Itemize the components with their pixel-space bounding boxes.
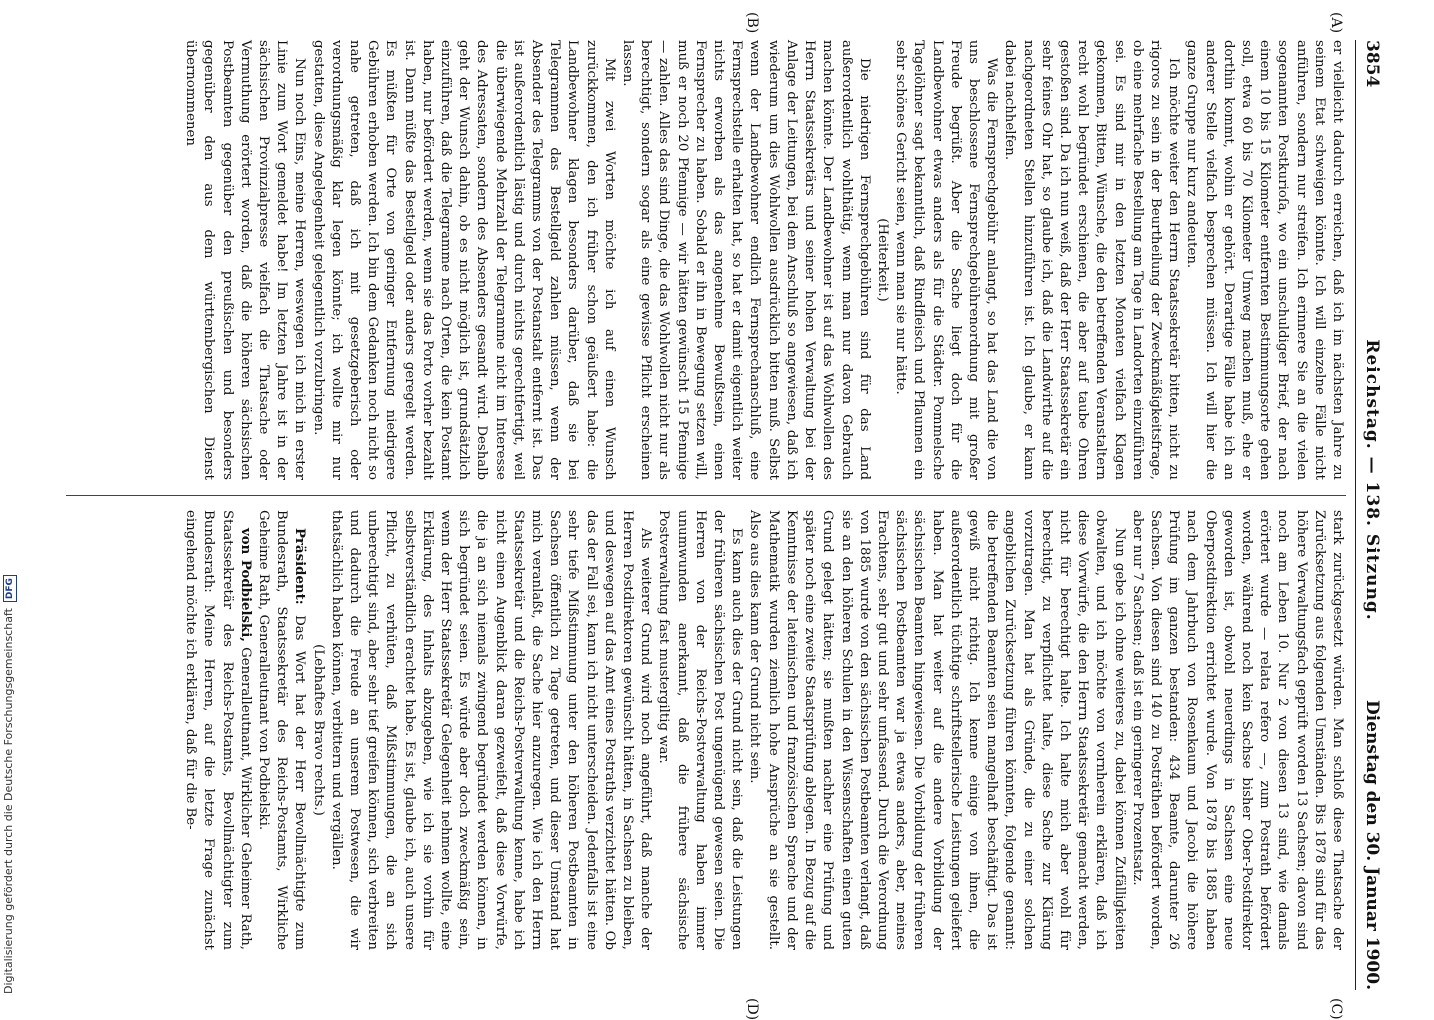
paragraph: Die niedrigen Fernsprechgebühren sind für das Land außerordentlich wohlthätig, wenn man nur davon Gebrauch machen könnte. Der Landbewohner ist auf das Wohlwollen des Herrn Staatssekretärs und seiner hohen Verwaltung bei der Anlage der Leitungen, bei dem Anschluß so angewiesen, daß ich wiederum um dies Wohlwollen ausdrücklich bitten muß. Selbst wenn der Landbewohner endlich Fernsprechanschluß, eine Fernsprechstelle erhalten hat, so hat er damit eigentlich weiter nichts erworben als das angenehme Bewußtsein, einen Fernsprecher zu haben. Sobald er ihn in Bewegung setzen will, muß er noch 20 Pfennige — wir hätten gewünscht 15 Pfennige — zahlen. Alles das sind Dinge, die das Wohlwollen nicht nur als berechtigt, sondern sogar als eine gewisse Pflicht erscheinen lassen.	[620, 40, 872, 480]
paragraph: Nun noch Eins, meine Herren, weswegen ich mich in erster Linie zum Wort gemeldet habe! Im letzten Jahre ist in der sächsischen Provinzialpresse vielfach die Thatsache oder Vermuthung erörtert worden, daß die höheren sächsischen Postbeamten gegenüber den preußischen und besonders gegenüber den aus dem württembergischen Dienst übernommenen	[183, 40, 308, 480]
margin-mark-b: (B)	[744, 12, 760, 34]
margin-mark-c: (C)	[1328, 998, 1344, 1020]
paragraph: Ich möchte weiter den Herrn Staatssekretär bitten, nicht zu rigoros zu sein in der Beurtheilung der Zweckmäßigkeitsfrage, ob eine mehrfache Bestellung am Tage in Landorten einzuführen sei. Es sind mir in den letzten Monaten vielfach Klagen gekommen, Bitten, Wünsche, die den betreffenden Veranstaltern recht wohl begründet erschienen, die aber auf taube Ohren gestoßen sind. Da ich nun weiß, daß der Herr Staatssekretär ein sehr feines Ohr hat, so glaube ich, daß die Landwirthe auf die nachgeordneten Stellen hinzuführen ist. Ich glaube, er kann dabei nachhelfen.	[1002, 40, 1182, 480]
paragraph: Es kann auch dies der Grund nicht sein, daß die Leistungen der früheren sächsischen Post ungenügend gewesen seien. Die Herren von der Reichs-Postverwaltung haben immer unumwunden anerkannt, daß die frühere sächsische Postverwaltung fast mustergiltig war.	[656, 510, 745, 950]
page-title: Reichstag. — 138. Sitzung.	[1362, 339, 1382, 621]
paragraph: Was die Fernsprechgebühr anlangt, so hat das Land die von uns beschlossene Fernsprechgebührenordnung mit großer Freude begrüßt. Aber die Sache liegt doch für die Landbewohner etwas anders als für die Städter. Pommelsche Tagelöhner sagt bekanntlich, daß Rindfleisch und Pflaumen ein sehr schönes Gericht seien, wenn man sie nur hätte.	[893, 40, 1000, 480]
right-column	[66, 510, 1346, 950]
dfg-logo: DFG	[3, 575, 17, 602]
left-column	[66, 40, 1346, 480]
paragraph: Als weiterer Grund wird noch angeführt, daß manche der Herren Postdirektoren gewünscht hätten, in Sachsen zu bleiben, und deswegen auf das Amt eines Postraths verzichtet hätten. Ob das der Fall sei, kann ich nicht unterscheiden. Jedenfalls ist eine sehr tiefe Mißstimmung unter den höheren Postbeamten in Sachsen öffentlich zu Tage getreten, und dieser Umstand hat mich veranlaßt, die Sache hier anzuregen. Wie ich den Herrn Staatssekretär und die Reichs-Postverwaltung kenne, habe ich nicht einen Augenblick daran gezweifelt, daß diese Vorwürfe, die ja an sich niemals zwingend begründet werden können, in sich begründet seien. Es würde aber doch zweckmäßig sein, wenn der Herr Staatssekretär Gelegenheit nehmen wollte, eine Erklärung, des Inhalts abzugeben, wie ich sie vorhin für selbstverständlich erachtet habe. Es ist, glaube ich, auch unsere Pflicht, zu verhüten, daß Mißstimmungen, die an sich unberechtigt sind, aber sehr tief greifen können, sich verbreiten und dadurch die Freude an unserem Postwesen, die wir thatsächlich haben können, verbittern und vergällen.	[328, 510, 654, 950]
paragraph: Mit zwei Worten möchte ich auf einen Wunsch zurückkommen, den ich früher schon geäußert habe: die Landbewohner klagen besonders darüber, daß sie bei Telegrammen das Bestellgeld zahlen müssen, wenn der Absender des Telegramms von der Postanstalt entfernt ist. Das ist außerordentlich lästig und durch nichts gerechtfertigt, weil die überwiegende Mehrzahl der Telegramme nicht im Interesse des Adressaten, sondern des Absenders gesandt wird. Deshalb geht der Wunsch dahin, ob es nicht möglich ist, grundsätzlich einzuführen, daß die Telegramme nach Orten, die kein Postamt haben, nur befördert werden, wenn sie das Porto vorher bezahlt ist. Dann müßte das Bestellgeld oder anders geregelt werden. Es müßten für Orte von geringer Entfernung niedrigere Gebühren erhoben werden. Ich bin dem Gedanken noch nicht so nahe getreten, daß ich mit gesetzgeberisch oder verordnungsmäßig klar legen könnte; ich wollte mir nur gestatten, diese Angelegenheit gelegentlich vorzubringen.	[310, 40, 617, 480]
margin-mark-d: (D)	[744, 998, 760, 1020]
page-header	[1355, 40, 1390, 990]
credit-text: Digitalisierung gefördert durch die Deutsche Forschungsgemeinschaft	[2, 608, 15, 994]
digitization-credit	[2, 0, 22, 994]
interjection: (Heiterkeit.)	[874, 218, 890, 302]
session-date: Dienstag den 30. Januar 1900.	[1362, 700, 1382, 990]
paragraph: stark zurückgesetzt würden. Man schloß diese Thatsache der Zurücksetzung aus folgenden Umständen. Bis 1878 sind für das höhere Verwaltungsfach geprüft worden 13 Sachsen; davon sind noch am Leben 10. Nur 2 von diesen 13 sind, wie damals erörtert wurde — relata refero —, zum Postrath befördert worden, während noch kein Sachse bisher Ober-Postdirektor geworden ist, obwohl neuerdings in Sachsen eine neue Oberpostdirektion errichtet wurde. Von 1878 bis 1885 haben nach dem Jahrbuch von Rosenkaum und Jacobi die höhere Prüfung im ganzen bestanden: 434 Beamte, darunter 26 Sachsen. Von diesen sind 140 zu Posträthen befördert worden, aber nur 7 Sachsen; daß ist ein geringerer Prozentsatz.	[1129, 510, 1345, 950]
speech-text: Das Wort hat der Herr Bevollmächtigte zum Bundesrath, Staatssekretär des Reichs-Postamts, Wirkliche Geheime Rath, Generalleutnant von Podbielski.	[256, 510, 308, 950]
interjection: (Lebhaftes Bravo rechts.)	[310, 644, 326, 816]
page-number: 3854	[1362, 40, 1382, 88]
speaker-name: Präsident:	[292, 528, 308, 605]
paragraph: er vielleicht dadurch erreichen, daß ich im nächsten Jahre zu seinem Etat schweigen könnte. Ich will einzelne Fälle nicht anführen, sondern nur streifen. Ich erinnere Sie an die vielen sogenannten Postkurioſa, wo ein unschuldiger Brief, der nach einem 10 bis 15 Kilometer entfernten Bestimmungsorte gehen soll, etwa 60 bis 70 Kilometer Umweg machen muß, ehe er dorthin kommt, wohin er gehört. Derartige Fälle habe ich an anderer Stelle vielfach besprechen müssen. Ich will hier die ganze Gruppe nur kurz andeuten.	[1184, 40, 1345, 480]
margin-mark-a: (A)	[1328, 12, 1344, 34]
speech-text: Generalleutnant, Wirklicher Geheimer Rath, Staatssekretär des Reichs-Postamts, Bevollmächtigter zum Bundesrath: Meine Herren, auf die letzte Frage zunächst eingehend möchte ich erklären, daß für die Be-	[183, 510, 253, 950]
speaker-paragraph	[181, 510, 254, 950]
paragraph: Nun gebe ich ohne weiteres zu, dabei können Zufälligkeiten obwalten, und ich möchte von vornherein erklären, daß ich diese Vorwürfe, die den Herrn Staatssekretär gemacht werden, nicht für berechtigt halte. Ich halte mich aber wohl für berechtigt, zu verpflichtet halte, diese Sache zur Klärung vorzutragen. Man hat als Gründe, die zu einer solchen angeblichen Zurücksetzung führen könnten, folgende genannt: die betreffenden Beamten seien mangelhaft beschäftigt. Das ist gewiß nicht richtig. Ich kenne einige von ihnen, die außerordentlich tüchtige schriftstellerische Leistungen geliefert haben. Man hat weiter auf die andere Vorbildung der sächsischen Beamten hingewiesen. Die Vorbildung der früheren sächsischen Postbeamten war ja etwas anders, aber, meines Erachtens, sehr gut und sehr umfassend. Durch die Verordnung von 1885 wurde von den sächsischen Postbeamten verlangt, daß sie an den höheren Schulen in den Wissenschaften einen guten Grund gelegt hätten; sie mußten nachher eine Prüfung und später noch eine zweite Staatsprüfung ablegen. In Bezug auf die Kenntnisse der lateinischen und französischen Sprache und der Mathematik wurden ziemlich hohe Ansprüche an sie gestellt. Also aus dies kann der Grund nicht sein.	[747, 510, 1127, 950]
speaker-paragraph	[254, 510, 309, 950]
speaker-name: von Podbielski,	[237, 528, 253, 642]
newspaper-page	[60, 12, 1390, 1020]
column-divider	[66, 495, 1346, 496]
